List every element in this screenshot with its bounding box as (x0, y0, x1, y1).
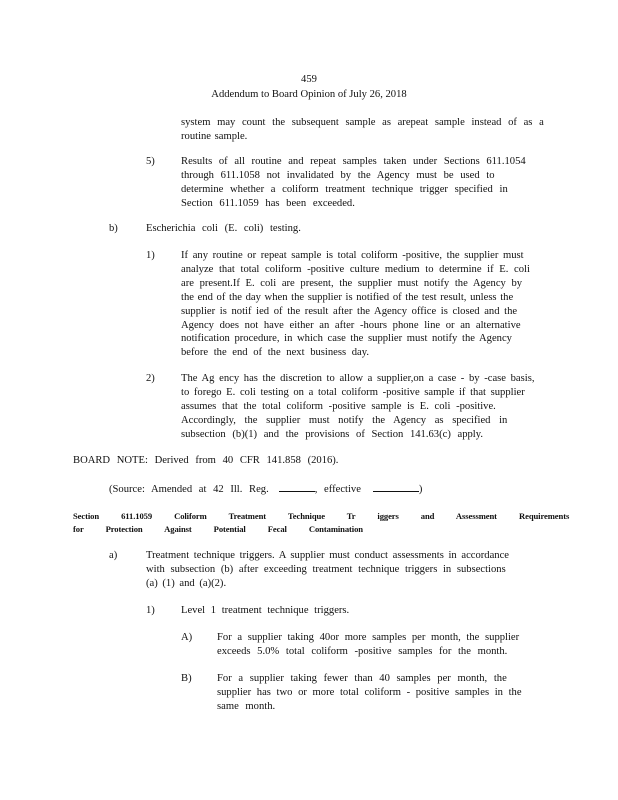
item-B-paragraph (217, 672, 527, 714)
source-middle: , effective (314, 484, 361, 495)
page-number: 459 (301, 74, 317, 85)
list-marker: a) (109, 550, 118, 561)
list-marker: b) (109, 223, 118, 234)
text-line: before the end of the next business day. (181, 347, 369, 359)
section-heading-line-1: Section 611.1059 Coliform Treatment Technique Tr iggers and Assessment Requirements (73, 511, 570, 521)
text-line: For a supplier taking 40or more samples per month, the supplier (217, 632, 520, 643)
text-line: supplier has two or more total coliform - positive samples in the (217, 686, 522, 698)
text-line: notification procedure, in which case the supplier must notify the Agency (181, 333, 512, 345)
text-line: (a) (1) and (a)(2). (146, 577, 227, 589)
text-line: the end of the day when the supplier is notified of the test result, unless the (181, 291, 514, 303)
text-line: Agency does not have either an after -hours phone line or an alternative (181, 319, 521, 331)
text-line: supplier is notif ied of the result after the Agency office is closed and the (181, 305, 518, 317)
text-line: Section 611.1059 has been exceeded. (181, 197, 355, 209)
item-A-paragraph (217, 631, 527, 659)
text-line: assumes that the total coliform -positive sample is E. coli -positive. (181, 400, 496, 412)
item-a-paragraph (146, 549, 530, 591)
item-5-paragraph (181, 155, 541, 211)
text-line: routine sample. (181, 130, 248, 142)
list-marker: A) (181, 632, 193, 643)
board-note: BOARD NOTE: Derived from 40 CFR 141.858 (2016). (73, 455, 339, 466)
text-line: If any routine or repeat sample is total coliform -positive, the supplier must (181, 250, 524, 261)
date-blank (279, 480, 315, 492)
text-line: system may count the subsequent sample as arepeat sample instead of as a (181, 117, 544, 128)
list-marker: 1) (146, 605, 155, 616)
source-prefix: (Source: Amended at 42 Ill. Reg. (109, 484, 269, 495)
text-line: exceeds 5.0% total coliform -positive samples for the month. (217, 645, 508, 657)
text-line: The Ag ency has the discretion to allow a supplier,on a case - by -case basis, (181, 373, 535, 384)
text-line: to forego E. coli testing on a total coliform -positive sample if that supplier (181, 386, 525, 398)
text-line: subsection (b)(1) and the provisions of Section 141.63(c) apply. (181, 428, 483, 440)
item-b2-paragraph (181, 372, 541, 442)
list-marker: 2) (146, 373, 155, 384)
text-line: same month. (217, 700, 276, 712)
text-line: For a supplier taking fewer than 40 samples per month, the (217, 673, 507, 684)
text-line: Accordingly, the supplier must notify the Agency as specified in (181, 414, 508, 426)
source-note (109, 480, 422, 497)
text-line: determine whether a coliform treatment technique trigger specified in (181, 183, 508, 195)
text-line: analyze that total coliform -positive culture medium to determine if E. coli (181, 263, 530, 275)
date-blank (373, 480, 419, 492)
item-b1-paragraph (181, 249, 541, 360)
text-line: with subsection (b) after exceeding treatment technique triggers in subsections (146, 563, 506, 575)
text-line: Treatment technique triggers. A supplier must conduct assessments in accordance (146, 550, 509, 561)
text-line: are present.If E. coli are present, the supplier must notify the Agency by (181, 277, 523, 289)
text-line: through 611.1058 not invalidated by the Agency must be used to (181, 169, 495, 181)
section-heading-line-2: for Protection Against Potential Fecal Contamination (73, 524, 363, 534)
continuation-paragraph (181, 116, 544, 144)
source-suffix: ) (418, 484, 423, 495)
list-marker: 5) (146, 156, 155, 167)
list-marker: B) (181, 673, 192, 684)
item-b-heading: Escherichia coli (E. coli) testing. (146, 223, 301, 234)
text-line: Results of all routine and repeat samples taken under Sections 611.1054 (181, 156, 526, 167)
item-a1-heading: Level 1 treatment technique triggers. (181, 605, 350, 616)
list-marker: 1) (146, 250, 155, 261)
page-subtitle: Addendum to Board Opinion of July 26, 2018 (211, 89, 407, 100)
